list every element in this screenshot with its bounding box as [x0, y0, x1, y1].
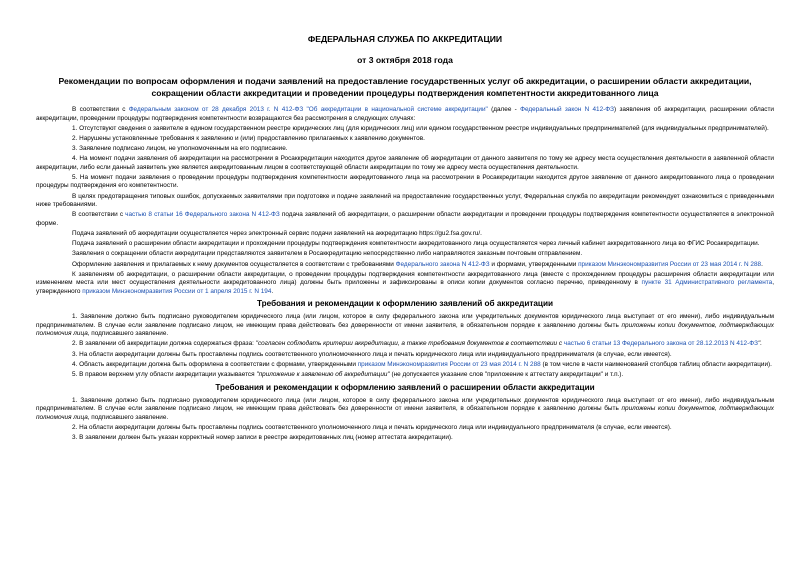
- paragraph-item-4: 4. На момент подачи заявления об аккредитации на рассмотрении в Росаккредитации находится другое заявление об аккредитации от данного заявителя по тому же адресу места осуществления деятельности в заявленной области аккредитации, либо если данный заявитель уже является аккредитованным лицом в соответствующей области аккредитации по тому же адресу места осуществления деятельности.: [36, 155, 774, 171]
- text: (не допускается указание слов "приложение к аттестату аккредитации" и т.п.).: [389, 371, 624, 378]
- text: , подписавшего заявление.: [87, 413, 169, 421]
- paragraph-item-2: 2. Нарушены установленные требования к заявлению и (или) предоставлению прилагаемых к заявлению документов.: [72, 134, 425, 142]
- section1-item-4: [36, 361, 774, 370]
- paragraph-attachments: [36, 271, 774, 297]
- text: , подписавшего заявление.: [87, 330, 169, 338]
- paragraph-personal-cabinet: Подача заявлений о расширении области аккредитации и прохождении процедуры подтверждения компетентности аккредитованного лица осуществляется через личный кабинет аккредитованного лица во ФГИС Росаккредитации.: [72, 240, 760, 248]
- text: В соответствии с: [72, 211, 126, 219]
- text: 5. В правом верхнем углу области аккредитации указывается: [72, 371, 257, 378]
- text: 4. Область аккредитации должна быть оформлена в соответствии с формами, утвержденными: [72, 360, 358, 368]
- section1-item-5: [36, 371, 774, 380]
- paragraph-electronic-form: [36, 211, 774, 228]
- section-heading-extension: Требования и рекомендации к оформлению заявлений о расширении области аккредитации: [215, 382, 595, 392]
- text: (далее -: [487, 106, 521, 113]
- section2-item-1: [36, 397, 774, 423]
- paragraph-item-3: 3. Заявление подписано лицом, не уполномоченным на его подписание.: [72, 145, 288, 153]
- paragraph-forms: [36, 261, 774, 270]
- section1-item-2: [36, 340, 774, 349]
- order-288-link[interactable]: приказом Минэкономразвития России от 23 мая 2014 г. N 288: [578, 260, 762, 268]
- section2-item-2: 2. На области аккредитации должны быть проставлены подпись соответственного уполномоченного лица и печать юридического лица или индивидуального предпринимателя (в случае, если имеется).: [72, 423, 672, 431]
- organization-heading: ФЕДЕРАЛЬНАЯ СЛУЖБА ПО АККРЕДИТАЦИИ: [307, 34, 503, 44]
- paragraph-submission-service: Подача заявлений об аккредитации осуществляется через электронный сервис подачи заявлений на аккредитацию https://gu2.fsa.gov.ru/.: [72, 230, 482, 237]
- document-date: от 3 октября 2018 года: [357, 55, 453, 65]
- italic-text: ".: [757, 340, 762, 348]
- text: .: [271, 287, 274, 295]
- paragraph-law-reference: [36, 106, 774, 123]
- regulation-item-31-link[interactable]: пункте 31 Административного регламента: [641, 279, 773, 287]
- law-412-fz-link[interactable]: Федеральным законом от 28 декабря 2013 г. N 412-ФЗ "Об аккредитации в национальной системе аккредитации": [128, 106, 488, 113]
- text: 2. В заявлении об аккредитации должна содержаться фраза:: [72, 340, 256, 348]
- italic-text: "согласен соблюдать критерии аккредитации, а также требования документов в соответствии с: [255, 340, 564, 348]
- italic-text: "приложение к заявлению об аккредитации": [256, 371, 390, 378]
- text: 1. Заявление должно быть подписано руководителем юридического лица (или лицом, которое в силу федерального закона или учредительных документов юридического лица выступает от его имени), либо индивидуальным предпринимателем. В случае если заявление подписано лицом, не имеющим права действовать без доверенности от имени заявителя, в обязательном порядке к заявлению должны быть: [36, 396, 774, 412]
- text: 1. Заявление должно быть подписано руководителем юридического лица (или лицом, которое в силу федерального закона или учредительных документов юридического лица выступает от его имени), либо индивидуальным предпринимателем. В случае если заявление подписано лицом, не имеющим права действовать без доверенности от имени заявителя, в обязательном порядке к заявлению должны быть: [36, 313, 774, 329]
- section-heading-accreditation: Требования и рекомендации к оформлению заявлений об аккредитации: [256, 299, 554, 309]
- section2-item-3: 3. В заявлении должен быть указан корректный номер записи в реестре аккредитованных лиц (номер аттестата аккредитации).: [72, 433, 453, 441]
- paragraph-item-1: 1. Отсутствуют сведения о заявителе в едином государственном реестре юридических лиц (для юридических лиц) или едином государственном реестре индивидуальных предпринимателей (для индивидуальных предпринимателей).: [72, 124, 769, 132]
- document-title: Рекомендации по вопросам оформления и подачи заявлений на предоставление государственных услуг об аккредитации, о расширении области аккредитации, сокращении области аккредитации и проведении процедуры подтверждения компетентности аккредитованного лица: [58, 76, 752, 98]
- text: В соответствии с: [72, 106, 129, 113]
- text: К заявлениям об аккредитации, о расширении области аккредитации, о проведении процедуры подтверждения компетентности аккредитованного лица (вместе с прохождением процедуры расширения области аккредитации или изменением места или мест осуществления деятельности аккредитованного лица) должны быть приложены и зафиксированы в описи копии документов согласно перечню, приведенному в: [36, 270, 774, 287]
- text: подача заявлений об аккредитации, о расширении области аккредитации и проведении процедуры подтверждения компетентности осуществляется в электронной форме.: [36, 211, 774, 227]
- paragraph-typical-errors: В целях предотвращения типовых ошибок, допускаемых заявителями при подготовке и подаче заявлений на предоставление государственных услуг, Федеральная служба по аккредитации рекомендует ознакомиться с приведенными ниже требованиями.: [36, 192, 774, 209]
- text: (в том числе в части наименований столбцов таблиц области аккредитации).: [540, 360, 772, 368]
- paragraph-item-5: 5. На момент подачи заявления о проведении процедуры подтверждения компетентности аккредитованного лица на рассмотрении в Росаккредитации находится другое заявление от данного аккредитованного лица о проведении процедуры подтверждения его компетентности.: [36, 173, 774, 190]
- law-412-fz-short-link[interactable]: Федеральный закон N 412-ФЗ: [520, 106, 615, 113]
- paragraph-reduction: Заявления о сокращении области аккредитации представляются заявителем в Росаккредитацию непосредственно либо направляются заказным почтовым отправлением.: [72, 250, 583, 258]
- text: , утвержденного: [36, 279, 774, 295]
- text: Оформление заявления и прилагаемых к нему документов осуществляется в соответствии с требованиями: [72, 260, 396, 268]
- article-13-link[interactable]: частью 6 статьи 13 Федерального закона от 28.12.2013 N 412-ФЗ: [563, 340, 758, 348]
- text: .: [761, 260, 763, 268]
- italic-text: приложены копии документов, подтверждающих полномочия лица: [36, 321, 774, 338]
- text: ) заявления об аккредитации, расширении области аккредитации, проведении процедуры подтверждения компетентности возвращаются без рассмотрения в следующих случаях:: [36, 106, 774, 122]
- italic-text: приложены копии документов, подтверждающих полномочия лица: [36, 405, 774, 421]
- order-288-link[interactable]: приказом Минэкономразвития России от 23 мая 2014 г. N 288: [357, 360, 541, 368]
- text: и формами, утвержденными: [489, 260, 579, 268]
- order-194-link[interactable]: приказом Минэкономразвития России от 1 апреля 2015 г. N 194: [82, 287, 272, 295]
- section1-item-1: [36, 313, 774, 339]
- section1-item-3: 3. На области аккредитации должны быть проставлены подпись соответственного уполномоченного лица и печать юридического лица или индивидуального предпринимателя (в случае, если имеется).: [72, 350, 672, 358]
- article-16-link[interactable]: частью 8 статьи 16 Федерального закона N 412-ФЗ: [125, 211, 280, 219]
- law-412-fz-link[interactable]: Федерального закона N 412-ФЗ: [395, 260, 490, 268]
